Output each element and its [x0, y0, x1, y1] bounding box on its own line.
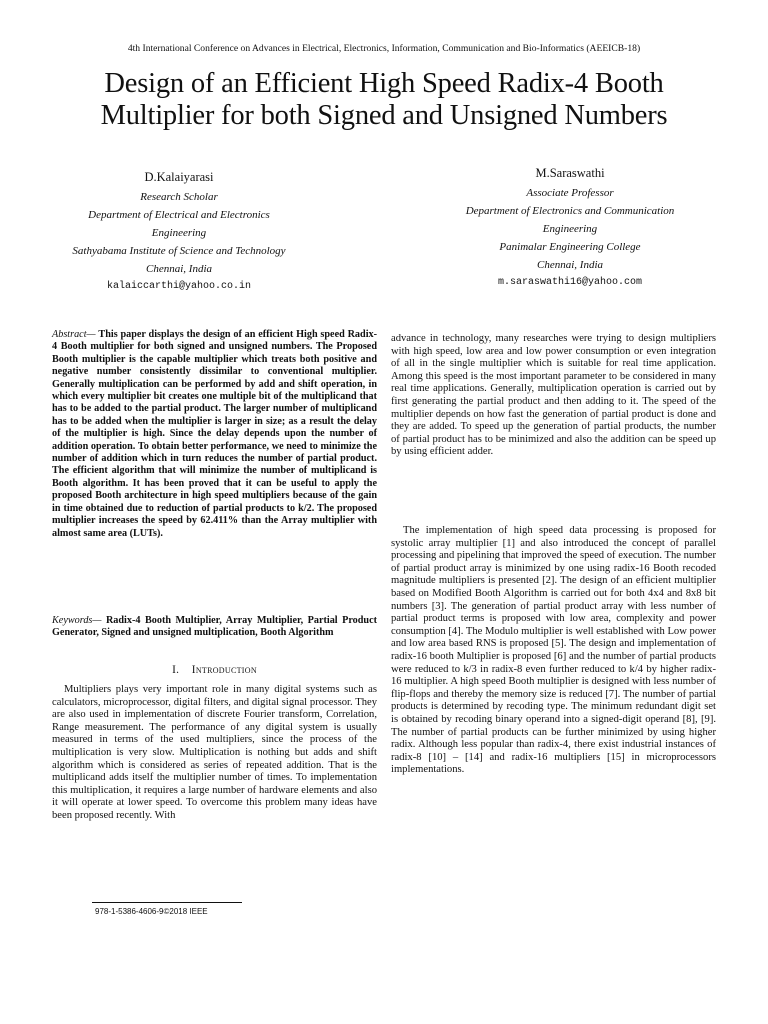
- author-email: m.saraswathi16@yahoo.com: [497, 277, 643, 288]
- abstract-label: Abstract: [52, 329, 87, 340]
- footer-copyright: 978-1-5386-4606-9©2018 IEEE: [95, 907, 208, 916]
- author-block-2: [420, 164, 720, 291]
- author-institution: Panimalar Engineering College: [499, 241, 641, 253]
- abstract-dash: —: [86, 329, 99, 340]
- paper-title: [20, 68, 748, 132]
- author-email: kalaiccarthi@yahoo.co.in: [106, 281, 252, 292]
- title-line-2: Multiplier for both Signed and Unsigned Numbers: [100, 100, 668, 131]
- author-name: M.Saraswathi: [535, 166, 605, 180]
- intro-paragraph: Multipliers plays very important role in many digital systems such as calculators, microprocessor, digital filters, and digital signal processor. They are also used in implementation of discrete Fourier transform, Correlation, Range measurement. The performance of any digital system is usually measured in terms of the used multipliers, since the process of the multiplication is very slow. Multiplication is nothing but adds and shift algorithm which is considered as series of repeated addition. That is the multiplicand adds itself the multiplier number of times. To implementation this multiplication, it requires a large number of hardware elements and also it will operate at lower speed. To overcome this problem many ideas have been proposed recently. With: [52, 684, 377, 821]
- author-institution: Sathyabama Institute of Science and Technology: [72, 245, 286, 257]
- keywords-label: Keywords: [52, 615, 93, 626]
- author-city: Chennai, India: [537, 259, 603, 271]
- keywords-dash: —: [92, 615, 106, 626]
- right-column-paragraph-1: advance in technology, many researches were trying to design multipliers with high speed, low area and low power consumption or even integration of all in the single multiplier which is suitable for real time application. Among this speed is the most important parameter to be considered in many real time applications. Generally, multiplication operation is carried out by first generating the partial product and then adding to it. The speed of the multiplier depends on how fast the generation of partial product is done and they are added. To speed up the generation of partial products, the number of partial product has to be minimized and also the addition can be speed up by using efficient adder.: [391, 333, 716, 458]
- author-department: Department of Electronics and Communication: [465, 205, 675, 217]
- author-name: D.Kalaiyarasi: [144, 170, 214, 184]
- author-city: Chennai, India: [146, 263, 212, 275]
- author-block-1: [34, 168, 324, 295]
- section-title: Introduction: [191, 664, 257, 676]
- keywords-text: Radix-4 Booth Multiplier, Array Multiplier, Partial Product Generator, Signed and unsigned multiplication, Booth Algorithm: [52, 615, 378, 639]
- author-department-cont: Engineering: [542, 223, 598, 235]
- author-role: Research Scholar: [140, 191, 218, 203]
- right-column-paragraph-2: The implementation of high speed data processing is proposed for systolic array multiplier [1] and also introduced the concept of parallel processing and pipelining that improved the speed of execution. The number of partial product array is minimized by one using radix-16 Booth recoded magnitude multipliers is presented [2]. The design of an efficient multiplier based on Modified Booth Algorithm is carried out for both 4x4 and 8x8 bit numbers [3]. The generation of partial product array with less number of partial product terms is proposed with low area, complexity and power consumption [4]. The Modulo multiplier is well established with Low power and low area based RNS is proposed [5]. The design and implementation of radix-16 booth Multiplier is proposed [6] and the number of partial products were reduced to k/3 in radix-8 even further reduced to k/4 by higher radix-16 multiplier. A high speed Booth multiplier is designed with less number of flip-flops and thereby the memory size is reduced [7]. The number of partial products is determined by recoding type. The minimum redundant digit set is obtained by recoding binary operand into a signed-digit operand [8], [9]. The number of partial products can be further minimized by using higher radix. Although less popular than radix-4, there exist industrial instances of radix-8 [10] – [14] and radix-16 multipliers [15] in microprocessors implementations.: [391, 525, 716, 776]
- keywords: [52, 615, 377, 640]
- section-heading-introduction: [52, 664, 377, 676]
- section-number: I.: [172, 664, 180, 676]
- author-department-cont: Engineering: [151, 227, 207, 239]
- author-role: Associate Professor: [526, 187, 614, 199]
- abstract: [52, 329, 377, 540]
- author-department: Department of Electrical and Electronics: [88, 209, 270, 221]
- footer-rule: [92, 902, 242, 903]
- conference-header: 4th International Conference on Advances in Electrical, Electronics, Information, Communication and Bio-Informatics (AEEICB-18): [127, 43, 641, 54]
- abstract-text: This paper displays the design of an efficient High speed Radix-4 Booth multiplier for both signed and unsigned numbers. The Proposed Booth multiplier is the capable multiplier which treats both positive and negative number consistently dissimilar to conventional multiplier. Generally multiplication can be performed by add and shift operation, in which every multiplier bit creates one multiple bit of the multiplicand that has to be added to the partial product. The larger number of multiplicand has to be added when the multiplier is larger in size; as a result the delay of the multiplier is high. Since the delay depends upon the number of addition operation. To obtain better performance, we need to minimize the number of addition which in turn reduces the number of partial product. The efficient algorithm that will minimize the number of multiplicand is Booth algorithm. It has been proved that it can be useful to apply the proposed Booth architecture in high speed multipliers because of the gain in time obtained due to reduction of partial products to k/2. The proposed multiplier increases the speed by 62.411% than the Array multiplier with almost same area (LUTs).: [52, 329, 378, 539]
- title-line-1: Design of an Efficient High Speed Radix-4 Booth: [104, 68, 664, 99]
